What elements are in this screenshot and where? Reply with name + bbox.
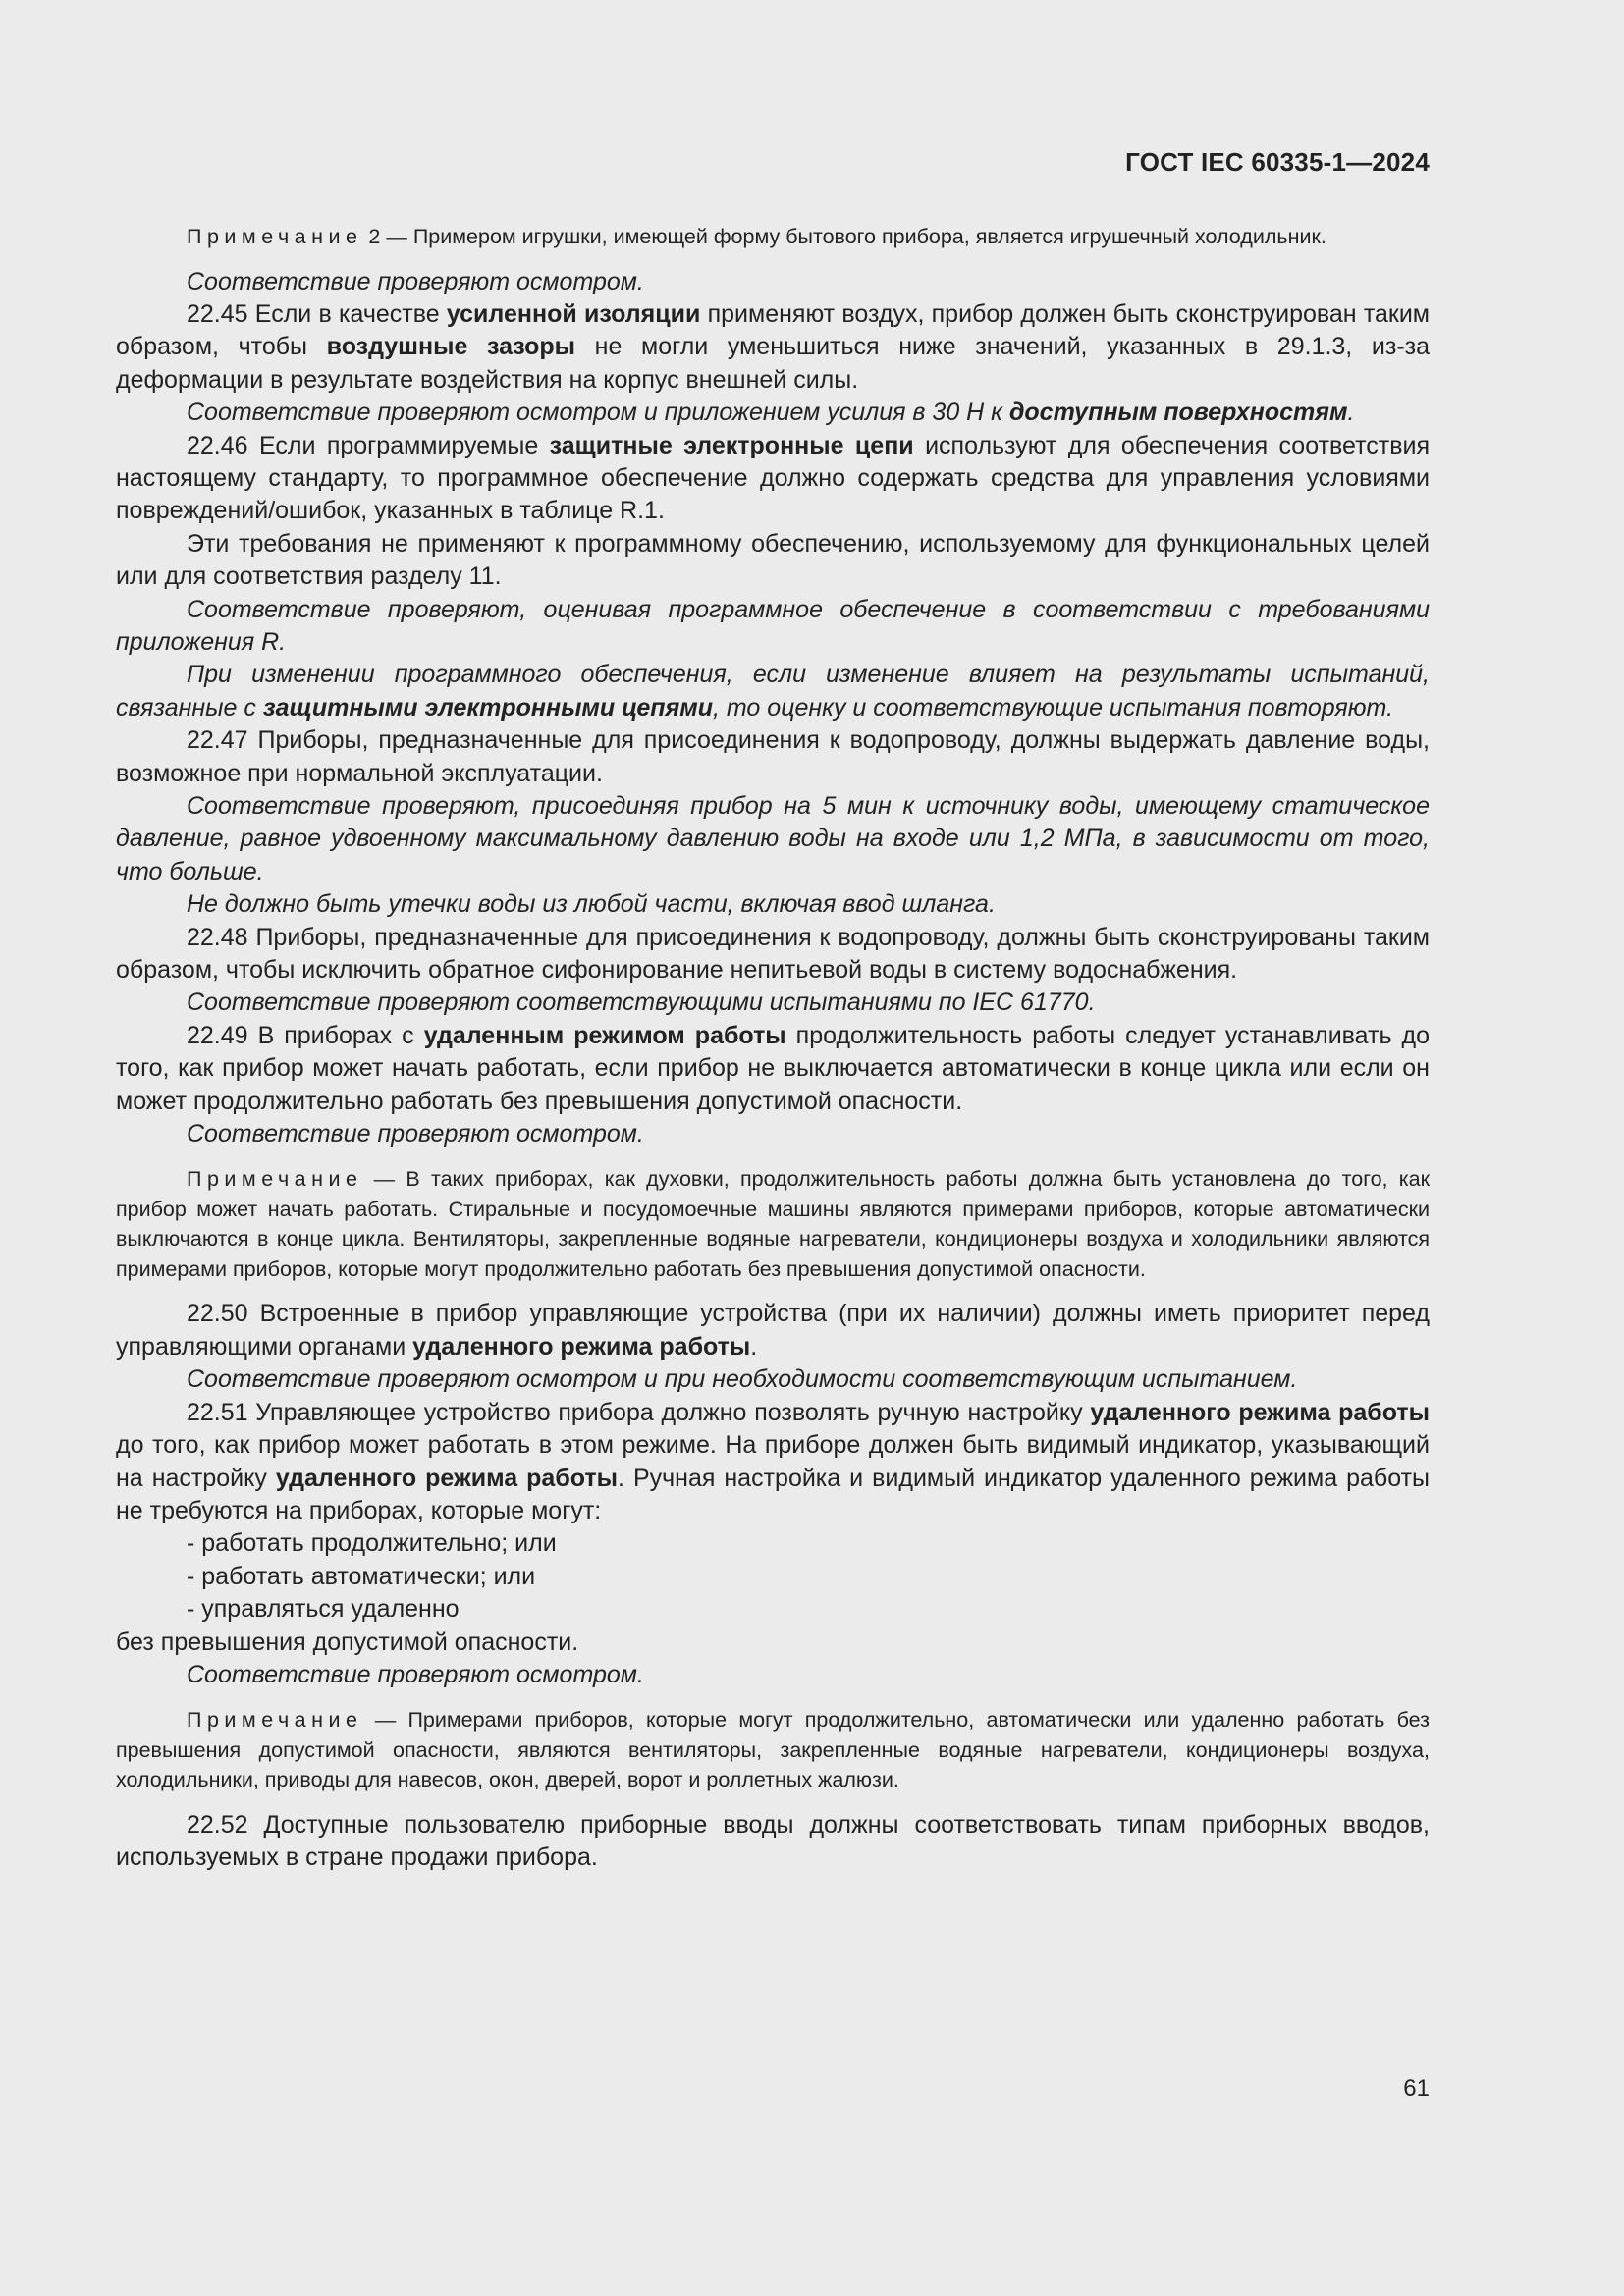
text-segment: Соответствие проверяют осмотром. bbox=[187, 267, 644, 295]
text-segment: . bbox=[750, 1332, 758, 1361]
text-segment: доступным поверхностям bbox=[1008, 399, 1348, 427]
body-paragraph bbox=[116, 528, 1430, 594]
text-segment: Соответствие проверяют соответствующими испытаниями по IEC 61770. bbox=[187, 988, 1096, 1017]
text-segment: Соответствие проверяют, присоединяя прибор на 5 мин к источнику воды, имеющему статическое давление, равное удвоенному максимальному давлению воды на входе или 1,2 МПа, в зависимости от того, что больше. bbox=[116, 792, 1430, 885]
text-segment: 22.46 Если программируемые bbox=[187, 431, 550, 459]
body-paragraph bbox=[116, 397, 1430, 429]
text-segment: до того, как прибор может работать в этом режиме. На приборе должен быть видимый индикатор, указывающий на настройку bbox=[116, 1431, 1430, 1492]
text-segment: 2 — Примером игрушки, имеющей форму бытового прибора, является игрушечный холодильник. bbox=[362, 225, 1326, 248]
body-paragraph bbox=[116, 1397, 1430, 1528]
text-segment: Не должно быть утечки воды из любой части, включая ввод шланга. bbox=[187, 890, 996, 919]
text-segment: Соответствие проверяют осмотром и при необходимости соответствующим испытанием. bbox=[187, 1365, 1298, 1394]
text-segment: Соответствие проверяют осмотром. bbox=[187, 1660, 644, 1688]
text-segment: воздушные зазоры bbox=[326, 333, 576, 361]
text-segment: - работать продолжительно; или bbox=[187, 1529, 557, 1558]
text-segment: 22.52 Доступные пользователю приборные вводы должны соответствовать типам приборных вводов, используемых в стране продажи прибора. bbox=[116, 1810, 1430, 1872]
text-segment: . Ручная настройка и видимый индикатор удаленного режима работы не требуются на приборах, которые могут: bbox=[116, 1464, 1430, 1524]
text-segment: — Примерами приборов, которые могут продолжительно, автоматически или удаленно работать без превышения допустимой опасности, являются вентиляторы, закрепленные водяные нагреватели, кондиционеры воздуха, холодильники, приводы для навесов, окон, дверей, ворот и роллетных жалюзи. bbox=[116, 1708, 1430, 1792]
text-segment: Примечание bbox=[187, 1167, 363, 1192]
note-paragraph bbox=[116, 266, 1430, 298]
text-segment: Эти требования не применяют к программному обеспечению, используемому для функциональных целей или для соответствия разделу 11. bbox=[116, 529, 1430, 591]
text-segment: Примечание bbox=[187, 1708, 363, 1733]
text-segment: . bbox=[1347, 399, 1355, 427]
body-paragraph bbox=[116, 1527, 1430, 1560]
body-paragraph bbox=[116, 922, 1430, 988]
note-paragraph bbox=[116, 1164, 1430, 1284]
body-paragraph bbox=[116, 987, 1430, 1019]
text-segment: 22.45 Если в качестве bbox=[187, 299, 447, 328]
text-segment: Соответствие проверяют, оценивая программное обеспечение в соответствии с требованиями приложения R. bbox=[116, 595, 1430, 656]
note-paragraph bbox=[116, 1809, 1430, 1875]
text-segment: 22.48 Приборы, предназначенные для присоединения к водопроводу, должны быть сконструированы таким образом, чтобы исключить обратное сифонирование непитьевой воды в систему водоснабжения. bbox=[116, 923, 1430, 985]
body-paragraph bbox=[116, 430, 1430, 528]
body-paragraph bbox=[116, 1659, 1430, 1691]
body-paragraph bbox=[116, 888, 1430, 921]
text-segment: удаленного режима работы bbox=[412, 1332, 751, 1361]
document-header: ГОСТ IEC 60335-1—2024 bbox=[1125, 147, 1430, 177]
text-segment: 22.50 Встроенные в прибор управляющие устройства (при их наличии) должны иметь приоритет перед управляющими органами bbox=[116, 1300, 1430, 1361]
text-segment: удаленного режима работы bbox=[275, 1464, 619, 1492]
note-paragraph bbox=[116, 1298, 1430, 1363]
body-paragraph bbox=[116, 1561, 1430, 1593]
note-paragraph bbox=[116, 1705, 1430, 1795]
body-paragraph bbox=[116, 1593, 1430, 1626]
body-paragraph bbox=[116, 1020, 1430, 1118]
text-segment: Соответствие проверяют осмотром. bbox=[187, 1120, 644, 1148]
body-paragraph bbox=[116, 594, 1430, 660]
body-paragraph bbox=[116, 1363, 1430, 1396]
body-paragraph bbox=[116, 298, 1430, 397]
text-segment: Соответствие проверяют осмотром и приложением усилия в 30 Н к bbox=[187, 399, 1009, 427]
body-paragraph bbox=[116, 1118, 1430, 1150]
text-segment: применяют воздух, прибор должен быть сконструирован таким образом, чтобы bbox=[116, 299, 1430, 361]
text-segment: , то оценку и соответствующие испытания повторяют. bbox=[713, 693, 1394, 721]
text-segment: При изменении программного обеспечения, если изменение влияет на результаты испытаний, связанные с bbox=[116, 661, 1430, 721]
body-paragraph bbox=[116, 1627, 1430, 1659]
text-segment: - управляться удаленно bbox=[187, 1595, 460, 1624]
page-number: 61 bbox=[1403, 2075, 1430, 2102]
text-segment: 22.51 Управляющее устройство прибора должно позволять ручную настройку bbox=[187, 1398, 1091, 1426]
text-segment: - работать автоматически; или bbox=[187, 1562, 536, 1590]
note-paragraph bbox=[116, 222, 1430, 252]
text-segment: защитными электронными цепями bbox=[262, 693, 713, 721]
text-segment: — В таких приборах, как духовки, продолжительность работы должна быть установлена до того, как прибор может начать работать. Стиральные и посудомоечные машины являются примерами приборов, которые автоматически выключаются в конце цикла. Вентиляторы, закрепленные водяные нагреватели, кондиционеры воздуха и холодильники являются примерами приборов, которые могут продолжительно работать без превышения допустимой опасности. bbox=[116, 1167, 1430, 1281]
body-paragraph bbox=[116, 724, 1430, 790]
text-segment: удаленным режимом работы bbox=[423, 1021, 786, 1049]
body-paragraph bbox=[116, 790, 1430, 888]
text-segment: 22.47 Приборы, предназначенные для присоединения к водопроводу, должны выдержать давление воды, возможное при нормальной эксплуатации. bbox=[116, 726, 1430, 787]
text-segment: защитные электронные цепи bbox=[549, 431, 914, 459]
text-segment: продолжительность работы следует устанавливать до того, как прибор может начать работать, если прибор не выключается автоматически в конце цикла или если он может продолжительно работать без превышения допустимой опасности. bbox=[116, 1021, 1431, 1115]
text-segment: Примечание bbox=[187, 225, 363, 248]
document-body bbox=[116, 222, 1430, 1875]
text-segment: используют для обеспечения соответствия настоящему стандарту, то программное обеспечение должно содержать средства для управления условиями повреждений/ошибок, указанных в таблице R.1. bbox=[116, 431, 1430, 525]
text-segment: без превышения допустимой опасности. bbox=[116, 1628, 579, 1656]
text-segment: не могли уменьшиться ниже значений, указанных в 29.1.3, из-за деформации в результате воздействия на корпус внешней силы. bbox=[116, 333, 1431, 394]
text-segment: 22.49 В приборах с bbox=[187, 1021, 424, 1049]
text-segment: удаленного режима работы bbox=[1090, 1398, 1430, 1426]
body-paragraph bbox=[116, 659, 1430, 724]
text-segment: усиленной изоляции bbox=[446, 299, 701, 328]
